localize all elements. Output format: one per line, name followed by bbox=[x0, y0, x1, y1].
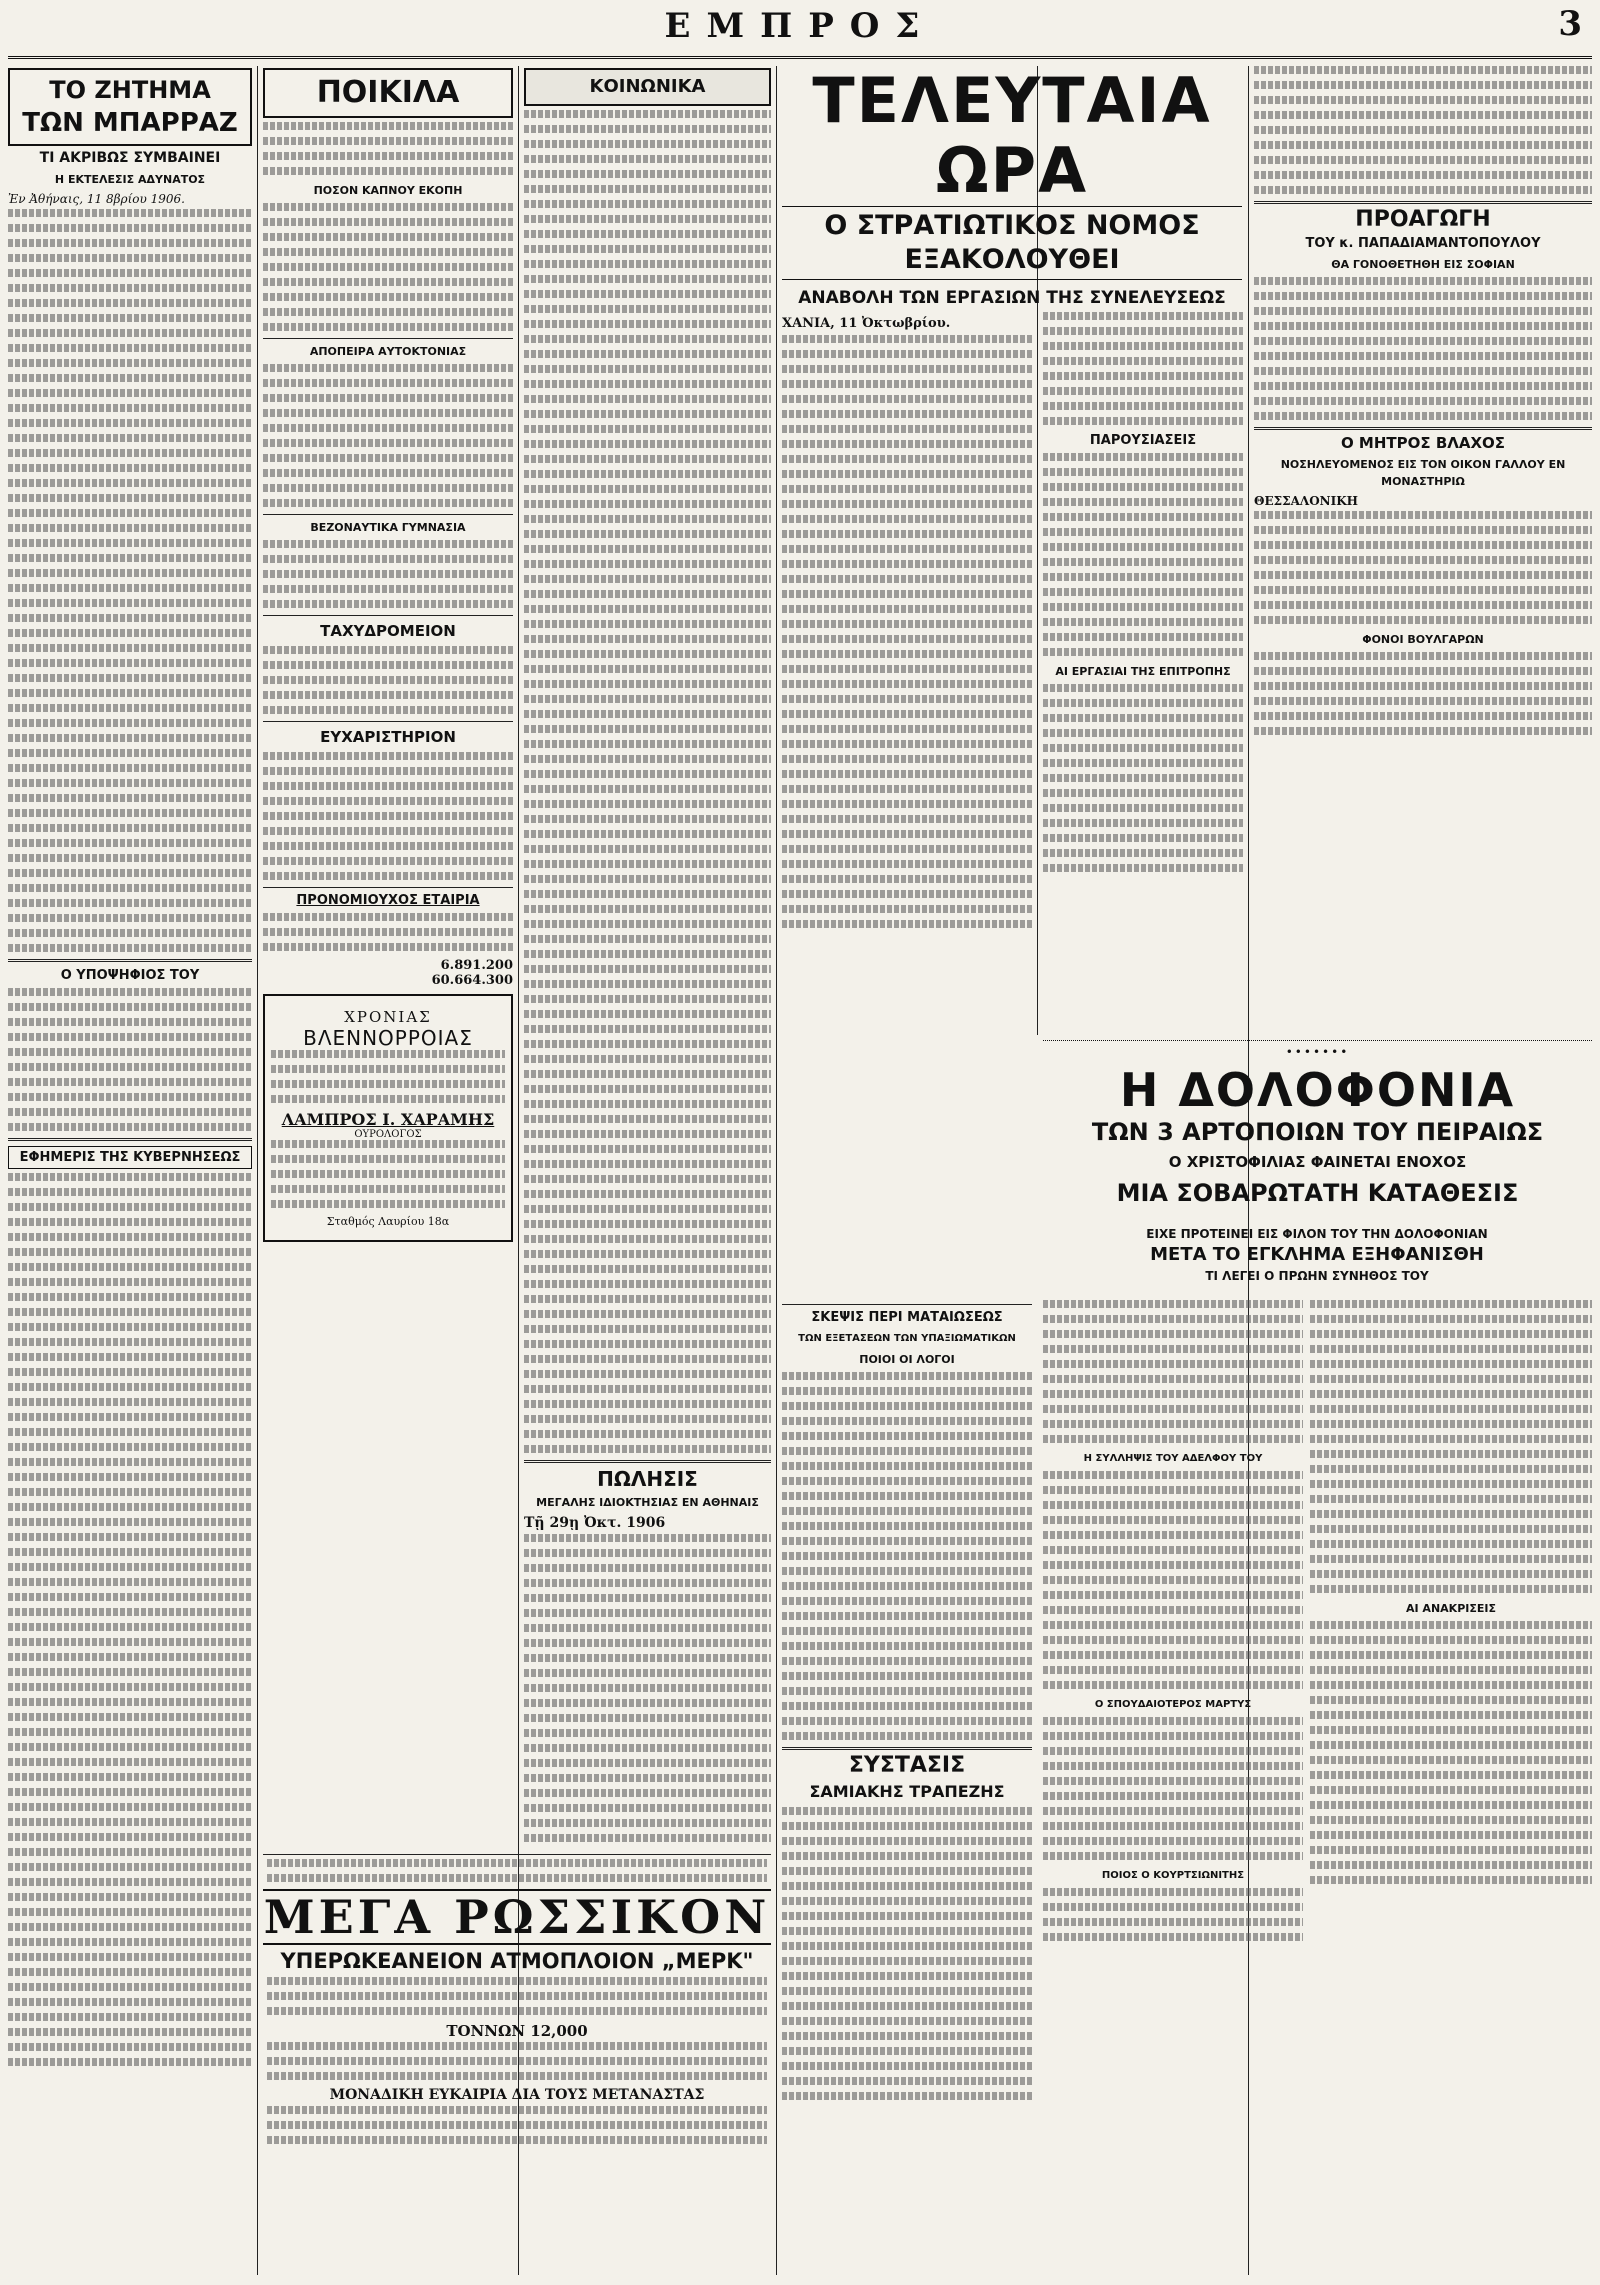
item-title: ΑΙ ΕΡΓΑΣΙΑΙ ΤΗΣ ΕΠΙΤΡΟΠΗΣ bbox=[1055, 665, 1231, 678]
article-text bbox=[263, 364, 513, 507]
ad-title: ΒΛΕΝΝΟΡΡΟΙΑΣ bbox=[303, 1026, 473, 1050]
article-text bbox=[1043, 1471, 1303, 1689]
article-text bbox=[263, 203, 513, 331]
section-rule bbox=[524, 1460, 771, 1463]
section-title: ΣΚΕΨΙΣ ΠΕΡΙ ΜΑΤΑΙΩΣΕΩΣ bbox=[811, 1310, 1003, 1325]
article-text bbox=[1043, 1717, 1303, 1860]
section-subtitle: ΣΑΜΙΑΚΗΣ ΤΡΑΠΕΖΗΣ bbox=[809, 1782, 1005, 1801]
column-6-lower bbox=[1310, 1300, 1592, 2275]
ad-rule bbox=[263, 1854, 771, 1855]
article-text bbox=[263, 752, 513, 880]
article-text bbox=[263, 122, 513, 175]
item-title: ΠΟΙΟΣ Ο ΚΟΥΡΤΣΙΩΝΙΤΗΣ bbox=[1101, 1870, 1245, 1881]
column-divider bbox=[776, 66, 777, 2275]
dateline: ΘΕΣΣΑΛΟΝΙΚΗ bbox=[1254, 494, 1358, 508]
banner-headline: ΜΙΑ ΣΟΒΑΡΩΤΑΤΗ ΚΑΤΑΘΕΣΙΣ bbox=[1116, 1179, 1519, 1207]
doctor-advertisement bbox=[263, 994, 513, 1242]
column-1 bbox=[8, 66, 252, 2275]
article-text bbox=[1254, 652, 1592, 735]
section-rule bbox=[8, 959, 252, 962]
section-box bbox=[524, 68, 771, 106]
item-rule bbox=[263, 514, 513, 515]
sale-date: Τῇ 29ῃ Ὀκτ. 1906 bbox=[524, 1515, 666, 1531]
doctor-name: ΛΑΜΠΡΟΣ Ι. ΧΑΡΑΜΗΣ bbox=[281, 1110, 495, 1129]
ad-text bbox=[263, 2042, 771, 2080]
section-box bbox=[263, 68, 513, 118]
section-subtitle: ΠΟΙΟΙ ΟΙ ΛΟΓΟΙ bbox=[859, 1353, 955, 1366]
ad-address: Σταθμός Λαυρίου 18α bbox=[326, 1215, 450, 1228]
article-text bbox=[263, 540, 513, 608]
article-text bbox=[1254, 277, 1592, 420]
masthead-rule bbox=[8, 56, 1592, 59]
item-title: ΠΑΡΟΥΣΙΑΣΕΙΣ bbox=[1089, 433, 1197, 448]
section-subtitle: ΤΟΥ κ. ΠΑΠΑΔΙΑΜΑΝΤΟΠΟΥΛΟΥ bbox=[1305, 236, 1541, 251]
item-title: ΠΟΣΟΝ ΚΑΠΝΟΥ ΕΚΟΠΗ bbox=[313, 184, 463, 197]
ad-text bbox=[271, 1140, 505, 1208]
page-number: 3 bbox=[1558, 4, 1582, 44]
subheadline: ΤΙ ΑΚΡΙΒΩΣ ΣΥΜΒΑΙΝΕΙ bbox=[39, 150, 221, 166]
column-4-lower bbox=[782, 1300, 1032, 2275]
ornament: ••••••• bbox=[1285, 1045, 1350, 1059]
article-text bbox=[1254, 66, 1592, 194]
masthead bbox=[0, 0, 1600, 64]
article-text bbox=[524, 1534, 771, 1845]
doctor-role: ΟΥΡΟΛΟΓΟΣ bbox=[354, 1129, 422, 1140]
item-title: ΕΥΧΑΡΙΣΤΗΡΙΟΝ bbox=[320, 728, 456, 746]
ad-text bbox=[263, 1977, 771, 2015]
item-title: ΑΙ ΑΝΑΚΡΙΣΕΙΣ bbox=[1406, 1602, 1496, 1615]
section-rule bbox=[782, 1747, 1032, 1750]
ad-text bbox=[263, 2106, 771, 2144]
dateline: Ἐν Ἀθήναις, 11 8βρίου 1906. bbox=[8, 192, 185, 206]
banner-headline: ΑΝΑΒΟΛΗ ΤΩΝ ΕΡΓΑΣΙΩΝ ΤΗΣ ΣΥΝΕΛΕΥΣΕΩΣ bbox=[798, 288, 1226, 306]
column-6 bbox=[1254, 66, 1592, 1035]
item-rule bbox=[263, 615, 513, 616]
article-text bbox=[782, 1807, 1032, 2100]
article-text bbox=[8, 209, 252, 952]
ad-subtitle: ΥΠΕΡΩΚΕΑΝΕΙΟΝ ΑΤΜΟΠΛΟΙΟΝ „ΜΕΡΚ" bbox=[280, 1949, 754, 1973]
column-3 bbox=[524, 66, 771, 1845]
column-4 bbox=[782, 312, 1032, 1035]
section-subtitle: ΘΑ ΓΟΝΟΘΕΤΗΘΗ ΕΙΣ ΣΟΦΙΑΝ bbox=[1331, 258, 1515, 271]
banner-headline: ΕΙΧΕ ΠΡΟΤΕΙΝΕΙ ΕΙΣ ΦΙΛΟΝ ΤΟΥ ΤΗΝ ΔΟΛΟΦΟΝΙΑΝ bbox=[1146, 1227, 1488, 1241]
article-text bbox=[8, 1173, 252, 2066]
article-text bbox=[263, 913, 513, 951]
headline-box bbox=[8, 68, 252, 146]
section-title: ΕΦΗΜΕΡΙΣ ΤΗΣ ΚΥΒΕΡΝΗΣΕΩΣ bbox=[8, 1146, 252, 1169]
column-2 bbox=[263, 66, 513, 1845]
headline: ΤΟ ΖΗΤΗΜΑ bbox=[49, 76, 211, 104]
article-text bbox=[1254, 511, 1592, 624]
dateline: ΧΑΝΙΑ, 11 Ὀκτωβρίου. bbox=[782, 316, 951, 331]
banner-headline: ΜΕΤΑ ΤΟ ΕΓΚΛΗΜΑ ΕΞΗΦΑΝΙΣΘΗ bbox=[1150, 1244, 1484, 1265]
article-text bbox=[263, 646, 513, 714]
article-text bbox=[1043, 312, 1243, 425]
subheadline: Η ΕΚΤΕΛΕΣΙΣ ΑΔΥΝΑΤΟΣ bbox=[54, 173, 206, 186]
article-text bbox=[1043, 453, 1243, 656]
section-title: ΣΥΣΤΑΣΙΣ bbox=[848, 1753, 966, 1778]
banner-headline: Η ΔΟΛΟΦΟΝΙΑ bbox=[1119, 1063, 1516, 1117]
section-rule bbox=[1254, 201, 1592, 204]
ad-tonnage: ΤΟΝΝΩΝ 12,000 bbox=[446, 2022, 588, 2040]
section-rule bbox=[782, 1304, 1032, 1305]
section-title: Ο ΥΠΟΨΗΦΙΟΣ ΤΟΥ bbox=[60, 968, 200, 983]
ad-title: ΧΡΟΝΙΑΣ bbox=[344, 1008, 432, 1026]
item-rule bbox=[263, 887, 513, 888]
headline: ΤΩΝ ΜΠΑΡΡΑΖ bbox=[22, 108, 238, 138]
column-5 bbox=[1043, 312, 1243, 1035]
item-title: ΤΑΧΥΔΡΟΜΕΙΟΝ bbox=[320, 622, 456, 640]
article-text bbox=[1310, 1621, 1592, 1884]
section-title: Ο ΜΗΤΡΟΣ ΒΛΑΧΟΣ bbox=[1340, 434, 1506, 452]
article-text bbox=[1043, 1888, 1303, 1941]
murder-story-sub-banner bbox=[782, 1225, 1592, 1295]
item-rule bbox=[263, 721, 513, 722]
murder-story-banner bbox=[1043, 1040, 1592, 1221]
steamship-advertisement bbox=[263, 1850, 771, 2270]
amount: 6.891.200 bbox=[440, 958, 513, 973]
amount: 60.664.300 bbox=[431, 973, 513, 988]
section-title: ΠΡΟΑΓΩΓΗ bbox=[1355, 207, 1491, 232]
article-text bbox=[524, 110, 771, 1453]
section-subtitle: ΜΕΓΑΛΗΣ ΙΔΙΟΚΤΗΣΙΑΣ ΕΝ ΑΘΗΝΑΙΣ bbox=[536, 1496, 759, 1509]
banner-headline: ΤΩΝ 3 ΑΡΤΟΠΟΙΩΝ ΤΟΥ ΠΕΙΡΑΙΩΣ bbox=[1091, 1118, 1544, 1146]
section-subtitle: ΝΟΣΗΛΕΥΟΜΕΝΟΣ ΕΙΣ ΤΟΝ ΟΙΚΟΝ ΓΑΛΛΟΥ ΕΝ ΜΟΝΑΣΤΗΡΙΩ bbox=[1280, 458, 1566, 488]
item-title: ΦΟΝΟΙ ΒΟΥΛΓΑΡΩΝ bbox=[1362, 633, 1484, 646]
section-subtitle: ΤΩΝ ΕΞΕΤΑΣΕΩΝ ΤΩΝ ΥΠΑΞΙΩΜΑΤΙΚΩΝ bbox=[798, 1333, 1016, 1344]
section-rule bbox=[8, 1138, 252, 1141]
item-title: ΠΡΟΝΟΜΙΟΥΧΟΣ ΕΤΑΙΡΙΑ bbox=[296, 893, 480, 908]
item-title: Ο ΣΠΟΥΔΑΙΟΤΕΡΟΣ ΜΑΡΤΥΣ bbox=[1094, 1699, 1252, 1710]
item-title: ΑΠΟΠΕΙΡΑ ΑΥΤΟΚΤΟΝΙΑΣ bbox=[309, 345, 467, 358]
item-title: ΒΕΖΟΝΑΥΤΙΚΑ ΓΥΜΝΑΣΙΑ bbox=[310, 521, 466, 534]
banner-headline: ΤΕΛΕΥΤΑΙΑ ΩΡΑ bbox=[812, 66, 1212, 207]
section-title: ΠΟΙΚΙΛΑ bbox=[316, 75, 460, 110]
latest-news-banner bbox=[782, 66, 1242, 306]
article-text bbox=[1043, 1300, 1303, 1443]
ad-slogan: ΜΟΝΑΔΙΚΗ ΕΥΚΑΙΡΙΑ ΔΙΑ ΤΟΥΣ ΜΕΤΑΝΑΣΤΑΣ bbox=[329, 2087, 705, 2103]
ad-text bbox=[263, 1859, 771, 1882]
ad-text bbox=[271, 1050, 505, 1103]
section-rule bbox=[1254, 427, 1592, 430]
article-text bbox=[1310, 1300, 1592, 1593]
section-title: ΚΟΙΝΩΝΙΚΑ bbox=[589, 76, 706, 97]
column-divider bbox=[257, 66, 258, 2275]
article-text bbox=[782, 335, 1032, 928]
article-text bbox=[8, 988, 252, 1131]
article-text bbox=[782, 1372, 1032, 1740]
banner-headline: ΤΙ ΛΕΓΕΙ Ο ΠΡΩΗΝ ΣΥΝΗΘΟΣ ΤΟΥ bbox=[1205, 1269, 1429, 1283]
banner-headline: Ο ΧΡΙΣΤΟΦΙΛΙΑΣ ΦΑΙΝΕΤΑΙ ΕΝΟΧΟΣ bbox=[1168, 1153, 1467, 1171]
newspaper-title: ΕΜΠΡΟΣ bbox=[664, 6, 936, 46]
banner-headline: Ο ΣΤΡΑΤΙΩΤΙΚΟΣ ΝΟΜΟΣ ΕΞΑΚΟΛΟΥΘΕΙ bbox=[782, 206, 1242, 280]
column-5-lower bbox=[1043, 1300, 1303, 2275]
item-title: Η ΣΥΛΛΗΨΙΣ ΤΟΥ ΑΔΕΛΦΟΥ ΤΟΥ bbox=[1083, 1453, 1263, 1464]
article-text bbox=[1043, 684, 1243, 872]
section-title: ΠΩΛΗΣΙΣ bbox=[597, 1467, 698, 1491]
ad-title: ΜΕΓΑ ΡΩΣΣΙΚΟΝ bbox=[263, 1890, 771, 1944]
item-rule bbox=[263, 338, 513, 339]
